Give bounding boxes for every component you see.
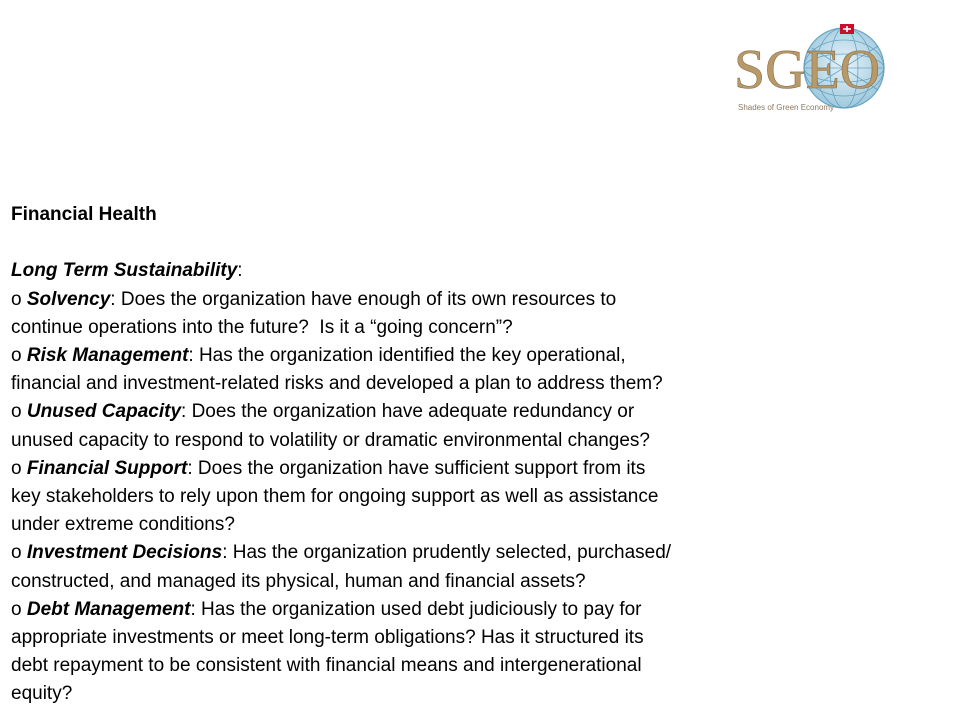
- criteria-text: financial and investment-related risks and developed a plan to address them?: [11, 373, 663, 395]
- criteria-term: Financial Support: [26, 457, 188, 479]
- criteria-item-investment-decisions: [11, 539, 951, 595]
- criteria-text: : Does the organization have adequate redundancy or: [181, 401, 635, 423]
- criteria-line: [11, 427, 951, 455]
- criteria-term: Risk Management: [26, 345, 189, 366]
- criteria-line: [11, 652, 951, 680]
- criteria-text: equity?: [11, 683, 73, 705]
- section-title: Long Term Sustainability: [11, 260, 238, 282]
- sgeo-logo: [732, 18, 892, 118]
- bullet-marker: o: [11, 457, 27, 479]
- bullet-marker: o: [11, 401, 27, 423]
- criteria-line: [11, 398, 951, 426]
- criteria-item-debt-management: [11, 596, 951, 709]
- criteria-text: debt repayment to be consistent with financial means and intergenerational: [11, 655, 642, 677]
- criteria-item-unused-capacity: [11, 398, 951, 454]
- criteria-term: Debt Management: [26, 598, 191, 620]
- criteria-line: [11, 624, 951, 652]
- section-colon: :: [237, 260, 243, 282]
- bullet-marker: o: [11, 542, 27, 564]
- criteria-text: key stakeholders to rely upon them for ongoing support as well as assistance: [11, 486, 659, 508]
- page-title: Financial Health: [11, 204, 157, 225]
- criteria-text: continue operations into the future? Is it a “going concern”?: [11, 316, 513, 338]
- criteria-line: [11, 370, 951, 398]
- criteria-term: Unused Capacity: [26, 401, 182, 423]
- criteria-item-financial-support: [11, 455, 951, 540]
- bullet-marker: o: [11, 598, 27, 620]
- criteria-text: under extreme conditions?: [11, 514, 235, 536]
- criteria-line: [11, 483, 951, 511]
- criteria-item-risk-management: [11, 342, 951, 398]
- document-body: [11, 201, 951, 709]
- criteria-text: : Has the organization identified the key operational,: [188, 345, 626, 366]
- logo-tagline: Shades of Green Economy: [738, 103, 835, 112]
- criteria-text: : Does the organization have enough of its own resources to: [110, 288, 617, 310]
- criteria-text: unused capacity to respond to volatility or dramatic environmental changes?: [11, 429, 650, 451]
- criteria-list: [11, 286, 951, 709]
- bullet-marker: o: [11, 288, 27, 310]
- criteria-text: constructed, and managed its physical, human and financial assets?: [11, 570, 586, 592]
- criteria-line: [11, 680, 951, 708]
- criteria-item-solvency: [11, 286, 951, 342]
- criteria-line: [11, 455, 951, 483]
- criteria-line: [11, 286, 951, 314]
- criteria-line: [11, 511, 951, 539]
- criteria-text: appropriate investments or meet long-term obligations? Has it structured its: [11, 627, 644, 649]
- section-heading: [11, 257, 951, 285]
- criteria-line: [11, 342, 951, 370]
- criteria-line: [11, 596, 951, 624]
- criteria-term: Investment Decisions: [26, 542, 223, 564]
- bullet-marker: o: [11, 345, 27, 366]
- logo-letters: SGEO: [734, 39, 881, 101]
- criteria-text: : Does the organization have sufficient support from its: [187, 457, 646, 479]
- criteria-text: : Has the organization used debt judiciously to pay for: [190, 598, 642, 620]
- criteria-line: [11, 539, 951, 567]
- spacer: [11, 229, 951, 257]
- criteria-text: : Has the organization prudently selected, purchased/: [222, 542, 672, 564]
- criteria-line: [11, 314, 951, 342]
- criteria-term: Solvency: [26, 288, 111, 310]
- criteria-line: [11, 568, 951, 596]
